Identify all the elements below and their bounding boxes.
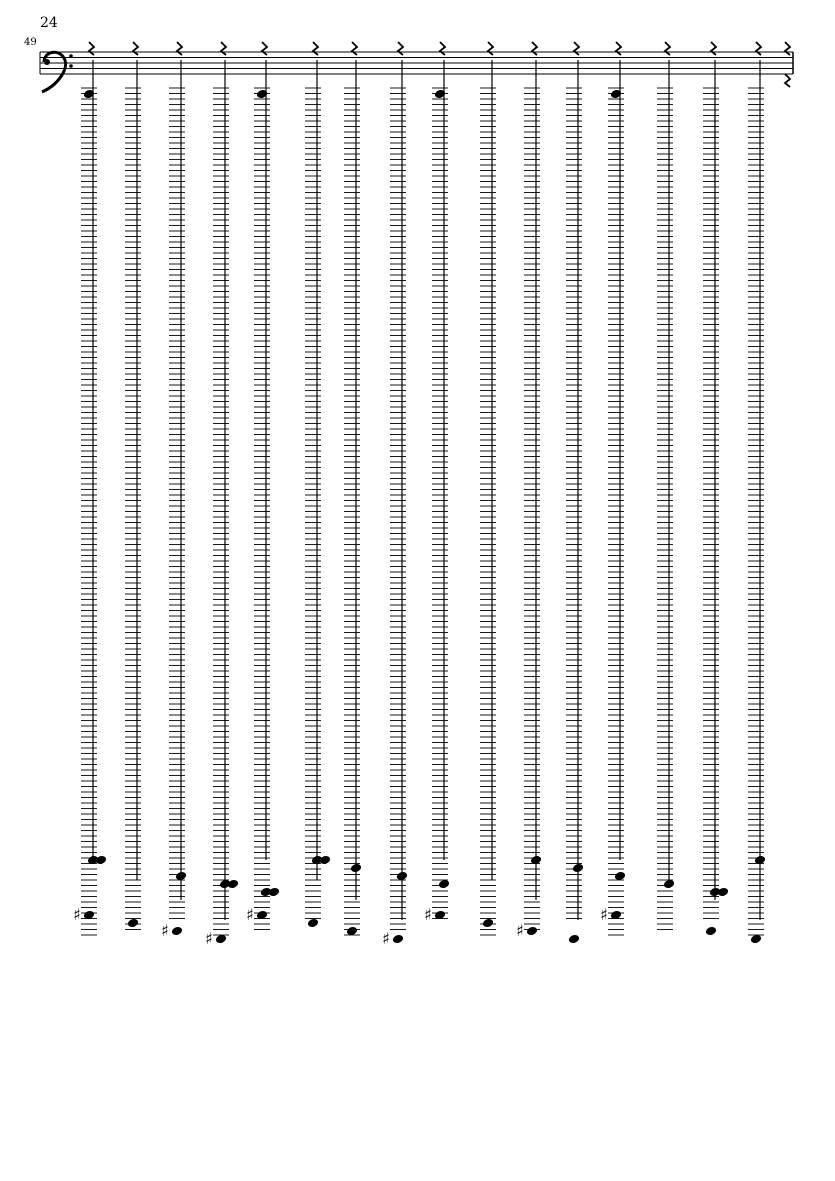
bass-staff bbox=[40, 52, 793, 74]
sharp-icon: ♯ bbox=[424, 905, 432, 924]
ledger-lines bbox=[169, 88, 185, 919]
ledger-lines bbox=[608, 88, 624, 935]
ledger-lines bbox=[344, 88, 360, 935]
ledger-lines bbox=[432, 88, 448, 919]
note-column bbox=[703, 42, 729, 936]
note-column bbox=[516, 42, 542, 940]
ledger-lines bbox=[703, 88, 719, 919]
bass-clef-icon bbox=[42, 52, 73, 92]
note-head bbox=[392, 934, 404, 945]
note-head bbox=[717, 887, 729, 898]
note-column bbox=[382, 42, 408, 948]
measure-number: 49 bbox=[24, 37, 37, 48]
quarter-rest-icon bbox=[440, 42, 445, 55]
quarter-rest-icon bbox=[262, 42, 267, 55]
quarter-rest-icon bbox=[785, 42, 790, 55]
note-head bbox=[127, 918, 139, 929]
ledger-lines bbox=[254, 88, 270, 930]
note-head bbox=[268, 887, 280, 898]
sharp-icon: ♯ bbox=[516, 921, 524, 940]
page-number: 24 bbox=[40, 15, 58, 31]
note-column bbox=[657, 42, 675, 930]
note-head bbox=[568, 934, 580, 945]
quarter-rest-icon bbox=[221, 42, 226, 55]
note-column bbox=[305, 42, 331, 928]
note-column bbox=[566, 42, 584, 944]
quarter-rest-icon bbox=[665, 42, 670, 55]
note-column bbox=[600, 42, 626, 935]
ledger-lines bbox=[524, 88, 540, 930]
sharp-icon: ♯ bbox=[161, 921, 169, 940]
quarter-rest-icon bbox=[488, 42, 493, 55]
ledger-lines bbox=[480, 88, 496, 935]
note-head bbox=[350, 863, 362, 874]
note-head bbox=[572, 863, 584, 874]
ledger-lines bbox=[390, 88, 406, 930]
quarter-rest-icon bbox=[711, 42, 716, 55]
quarter-rest-icon bbox=[398, 42, 403, 55]
quarter-rest-icon bbox=[785, 74, 790, 87]
quarter-rest-icon bbox=[574, 42, 579, 55]
note-column bbox=[246, 42, 280, 930]
quarter-rest-icon bbox=[89, 42, 94, 55]
sharp-icon: ♯ bbox=[205, 929, 213, 948]
ledger-lines bbox=[213, 88, 229, 935]
sharp-icon: ♯ bbox=[73, 905, 81, 924]
note-column bbox=[73, 42, 107, 935]
sharp-icon: ♯ bbox=[382, 929, 390, 948]
note-column bbox=[480, 42, 496, 935]
note-head bbox=[705, 926, 717, 937]
sharp-icon: ♯ bbox=[246, 905, 254, 924]
quarter-rest-icon bbox=[352, 42, 357, 55]
note-column bbox=[125, 42, 141, 930]
quarter-rest-icon bbox=[177, 42, 182, 55]
ledger-lines bbox=[748, 88, 764, 935]
quarter-rest-icon bbox=[756, 42, 761, 55]
note-column bbox=[205, 42, 239, 948]
quarter-rest-icon bbox=[313, 42, 318, 55]
note-head bbox=[171, 926, 183, 937]
ledger-lines bbox=[657, 88, 673, 930]
note-column bbox=[424, 42, 450, 924]
note-column bbox=[344, 42, 362, 936]
ledger-lines bbox=[81, 88, 97, 935]
sharp-icon: ♯ bbox=[600, 905, 608, 924]
note-head bbox=[482, 918, 494, 929]
note-head bbox=[526, 926, 538, 937]
quarter-rest-icon bbox=[532, 42, 537, 55]
ledger-lines bbox=[125, 88, 141, 930]
note-column bbox=[161, 42, 187, 940]
quarter-rest-icon bbox=[616, 42, 621, 55]
note-column bbox=[748, 42, 766, 944]
ledger-lines bbox=[566, 88, 582, 919]
quarter-rest-icon bbox=[133, 42, 138, 55]
ledger-lines bbox=[305, 88, 321, 919]
note-head bbox=[307, 918, 319, 929]
